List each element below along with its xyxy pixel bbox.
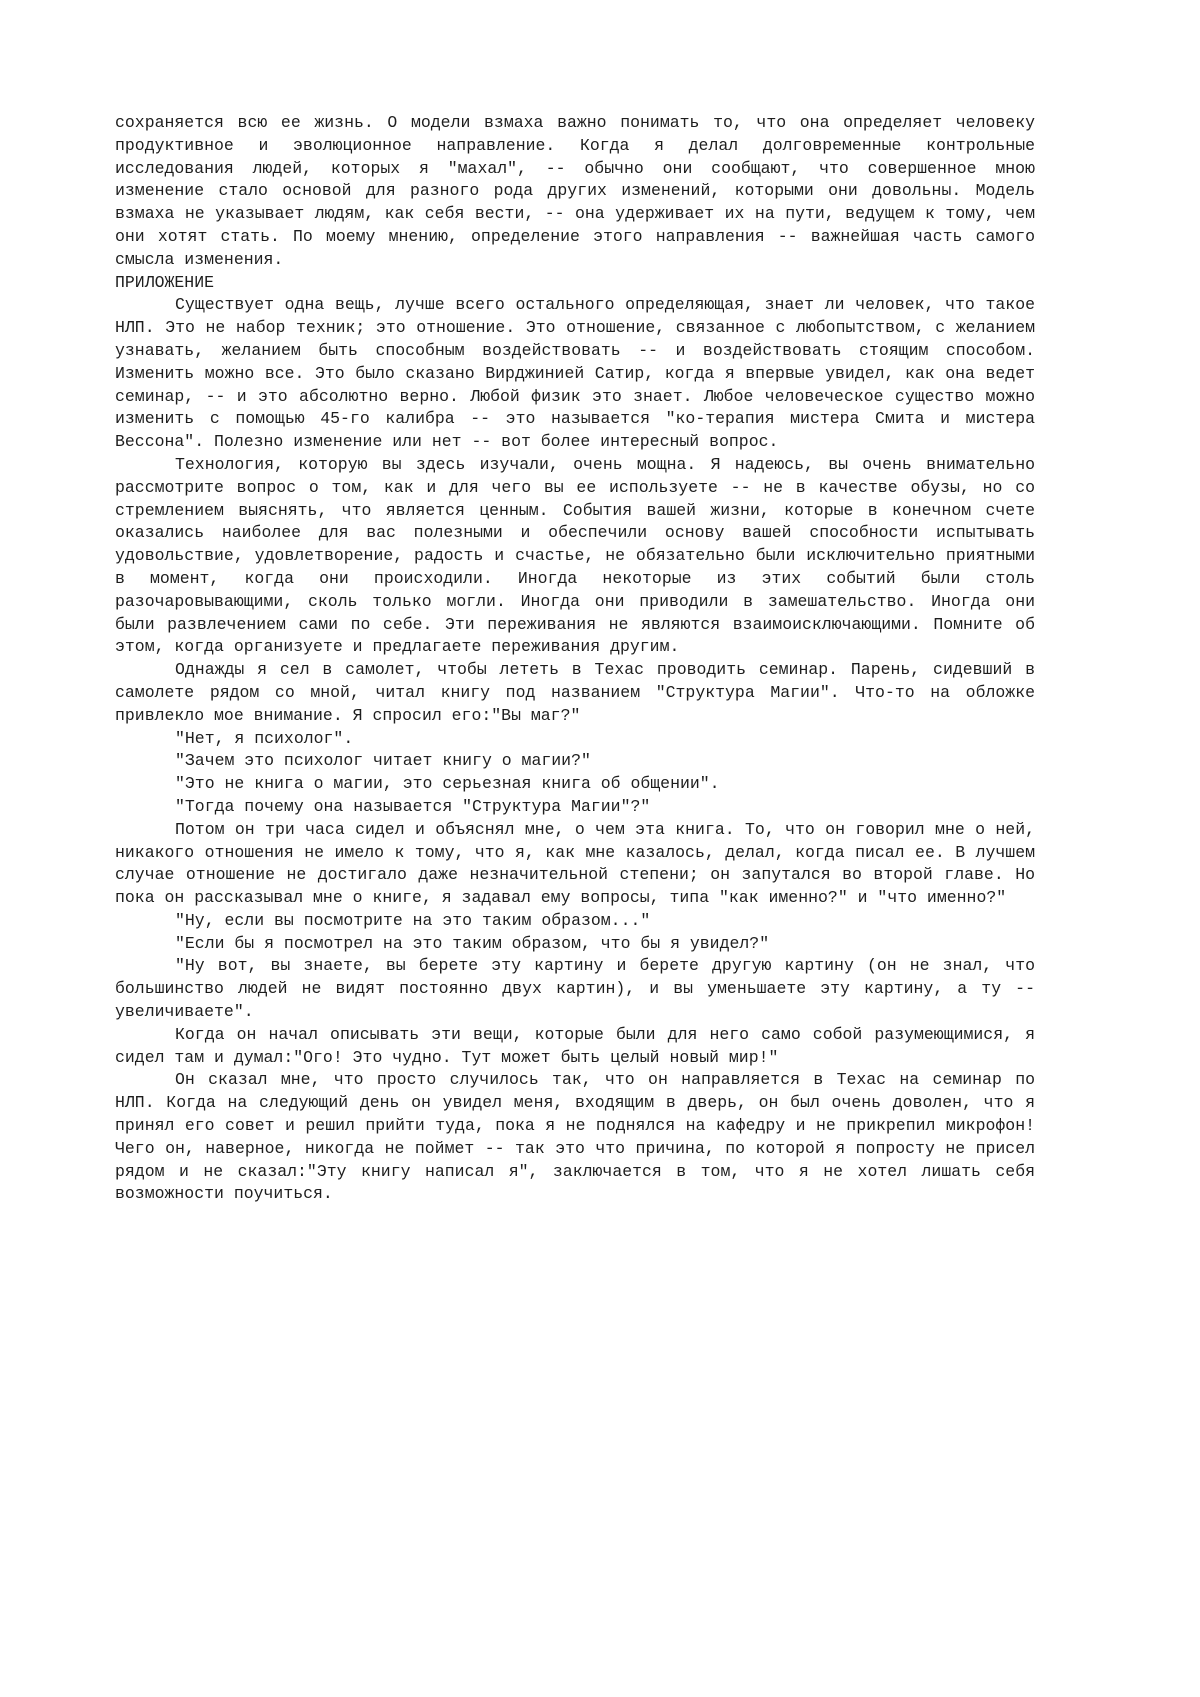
dialogue-line: "Тогда почему она называется "Структура Магии"?" — [175, 796, 651, 816]
paragraph-pictures: "Ну вот, вы знаете, вы берете эту картину и берете другую картину (он не знал, что большинство людей не видят постоянно двух картин), и вы уменьшаете эту картину, а ту -- увеличиваете". — [115, 956, 1035, 1022]
dialogue-line: "Нет, я психолог". — [175, 728, 354, 748]
paragraph-new-world: Когда он начал описывать эти вещи, которые были для него само собой разумеющимися, я сидел там и думал:"Ого! Это чудно. Тут может быть целый новый мир!" — [115, 1024, 1035, 1067]
paragraph-nlp-attitude: Существует одна вещь, лучше всего остального определяющая, знает ли человек, что такое НЛП. Это не набор техник; это отношение. Это отношение, связанное с любопытством, с желанием узнавать, желанием быть способным воздействовать -- и воздействовать стоящим способом. Изменить можно все. Это было сказано Вирджинией Сатир, когда я впервые увидел, как она ведет семинар, -- и это абсолютно верно. Любой физик это знает. Любое человеческое существо можно изменить с помощью 45-го калибра -- это называется "ко-терапия мистера Смита и мистера Вессона". Полезно изменение или нет -- вот более интересный вопрос. — [115, 295, 1035, 452]
paragraph-explanation: Потом он три часа сидел и объяснял мне, о чем эта книга. То, что он говорил мне о ней, никакого отношения не имело к тому, что я, как мне казалось, делал, когда писал ее. В лучшем случае отношение не достигало даже незначительной степени; он запутался во второй главе. Но пока он рассказывал мне о книге, я задавал ему вопросы, типа "как именно?" и "что именно?" — [115, 819, 1035, 908]
paragraph-seminar: Он сказал мне, что просто случилось так, что он направляется в Техас на семинар по НЛП. Когда на следующий день он увидел меня, входящим в дверь, он был очень доволен, что я принял его совет и решил прийти туда, пока я не поднялся на кафедру и не прикрепил микрофон! Чего он, наверное, никогда не поймет -- так это что причина, по которой я попросту не присел рядом и не сказал:"Эту книгу написал я", заключается в том, что я не хотел лишать себя возможности поучиться. — [115, 1070, 1035, 1204]
paragraph-technology: Технология, которую вы здесь изучали, очень мощна. Я надеюсь, вы очень внимательно рассмотрите вопрос о том, как и для чего вы ее используете -- не в качестве обузы, но со стремлением выяснять, что является ценным. События вашей жизни, которые в конечном счете оказались наиболее для вас полезными и обеспечили основу вашей способности испытывать удовольствие, удовлетворение, радость и счастье, не обязательно были исключительно приятными в момент, когда они происходили. Иногда некоторые из этих событий были столь разочаровывающими, сколь только могли. Иногда они приводили в замешательство. Иногда они были развлечением сами по себе. Эти переживания не являются взаимоисключающими. Помните об этом, когда организуете и предлагаете переживания другим. — [115, 454, 1035, 657]
dialogue-line: "Это не книга о магии, это серьезная книга об общении". — [175, 774, 720, 794]
section-heading: ПРИЛОЖЕНИЕ — [115, 272, 215, 292]
dialogue-line: "Зачем это психолог читает книгу о магии?" — [175, 751, 591, 771]
document-page — [115, 112, 1035, 1206]
paragraph-airplane: Однажды я сел в самолет, чтобы лететь в Техас проводить семинар. Парень, сидевший в самолете рядом со мной, читал книгу под названием "Структура Магии". Что-то на обложке привлекло мое внимание. Я спросил его:"Вы маг?" — [115, 660, 1035, 725]
intro-paragraph: сохраняется всю ее жизнь. О модели взмаха важно понимать то, что она определяет человеку продуктивное и эволюционное направление. Когда я делал долговременные контрольные исследования людей, которых я "махал", -- обычно они сообщают, что совершенное мною изменение стало основой для разного рода других изменений, которыми они довольны. Модель взмаха не указывает людям, как себя вести, -- она удерживает их на пути, ведущем к тому, чем они хотят стать. По моему мнению, определение этого направления -- важнейшая часть самого смысла изменения. — [115, 113, 1035, 269]
dialogue-line: "Если бы я посмотрел на это таким образом, что бы я увидел?" — [175, 933, 770, 953]
dialogue-line: "Ну, если вы посмотрите на это таким образом..." — [175, 910, 651, 930]
